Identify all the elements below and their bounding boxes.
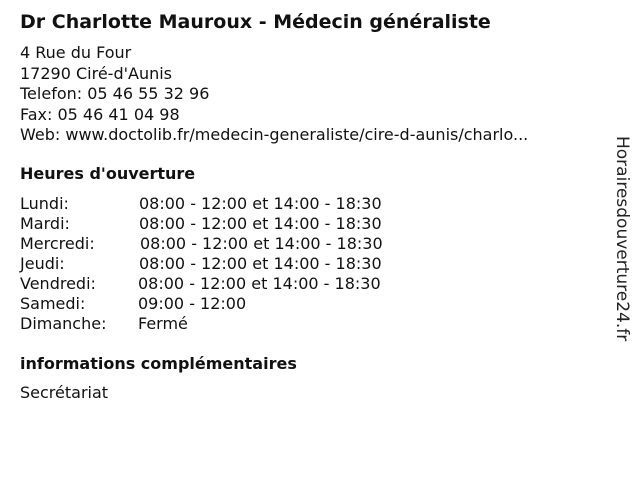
hours-time: Fermé	[138, 314, 188, 333]
hours-day: Mardi:	[20, 214, 70, 233]
hours-day: Dimanche:	[20, 314, 107, 333]
address-fax: Fax: 05 46 41 04 98	[20, 104, 180, 124]
info-text: Secrétariat	[20, 383, 109, 402]
info-heading: informations complémentaires	[20, 354, 297, 373]
hours-day: Vendredi:	[20, 274, 96, 293]
hours-day: Jeudi:	[20, 254, 65, 273]
watermark: Horairesdouverture24.fr	[612, 136, 632, 342]
address-street: 4 Rue du Four	[20, 43, 132, 62]
address-block	[20, 43, 528, 146]
hours-day: Mercredi:	[20, 234, 95, 253]
hours-time: 09:00 - 12:00	[138, 294, 247, 313]
page-title: Dr Charlotte Mauroux - Médecin généraliste	[20, 11, 491, 33]
hours-time: 08:00 - 12:00 et 14:00 - 18:30	[139, 194, 382, 213]
hours-time: 08:00 - 12:00 et 14:00 - 18:30	[139, 254, 382, 273]
address-phone: Telefon: 05 46 55 32 96	[20, 84, 210, 103]
hours-time: 08:00 - 12:00 et 14:00 - 18:30	[139, 214, 382, 233]
hours-heading: Heures d'ouverture	[20, 164, 196, 183]
hours-day: Samedi:	[20, 294, 86, 313]
address-city: 17290 Ciré-d'Aunis	[20, 63, 173, 83]
hours-time: 08:00 - 12:00 et 14:00 - 18:30	[138, 274, 381, 293]
hours-day: Lundi:	[20, 194, 69, 213]
hours-time: 08:00 - 12:00 et 14:00 - 18:30	[140, 234, 383, 253]
address-web: Web: www.doctolib.fr/medecin-generaliste/cire-d-aunis/charlo...	[20, 125, 529, 144]
